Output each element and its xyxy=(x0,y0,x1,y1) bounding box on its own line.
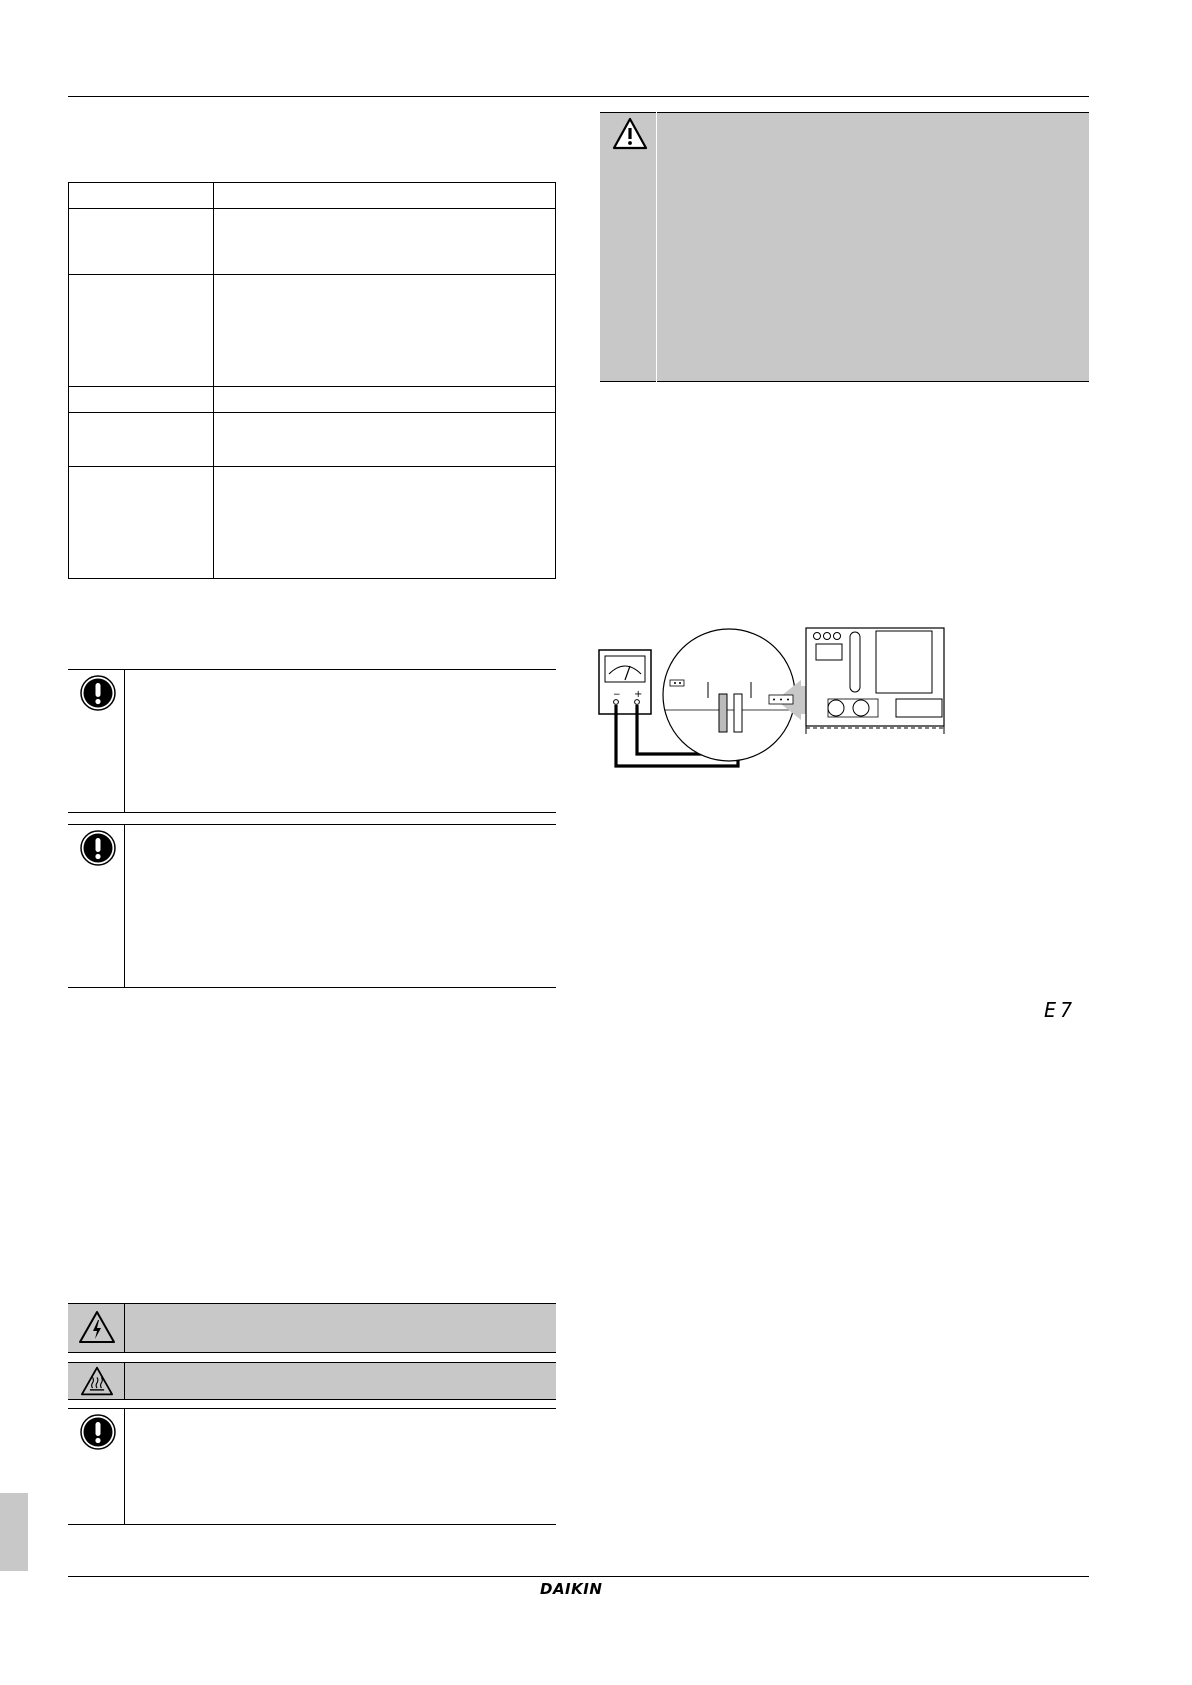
footer-rule xyxy=(68,1576,1089,1577)
table-row xyxy=(69,183,556,209)
warning-box xyxy=(600,112,1089,382)
danger-electric-band xyxy=(68,1303,556,1353)
danger-hot-band xyxy=(68,1362,556,1400)
table-row xyxy=(69,413,556,467)
voltmeter-icon xyxy=(599,650,651,714)
exclamation-circle-icon xyxy=(80,675,116,711)
table-row xyxy=(69,387,556,413)
voltage-measurement-diagram xyxy=(596,622,948,770)
daikin-logo xyxy=(540,1580,620,1596)
exclamation-circle-icon xyxy=(80,1414,116,1450)
pcb-board xyxy=(769,628,944,734)
electric-shock-icon xyxy=(77,1309,117,1345)
header-rule xyxy=(68,96,1089,97)
svg-text:−: − xyxy=(613,690,621,700)
svg-text:+: + xyxy=(634,689,643,700)
table-row xyxy=(69,275,556,387)
exclamation-circle-icon xyxy=(80,830,116,866)
table-row xyxy=(69,209,556,275)
notice-box xyxy=(68,1408,556,1525)
error-code-display: E7 xyxy=(1044,998,1077,1022)
svg-text:DAIKIN: DAIKIN xyxy=(540,1580,603,1596)
notice-box xyxy=(68,824,556,988)
side-tab xyxy=(0,1493,28,1571)
spec-table xyxy=(68,182,556,579)
table-row xyxy=(69,467,556,579)
warning-triangle-icon xyxy=(612,116,648,152)
hot-surface-icon xyxy=(77,1365,117,1397)
notice-box xyxy=(68,669,556,813)
